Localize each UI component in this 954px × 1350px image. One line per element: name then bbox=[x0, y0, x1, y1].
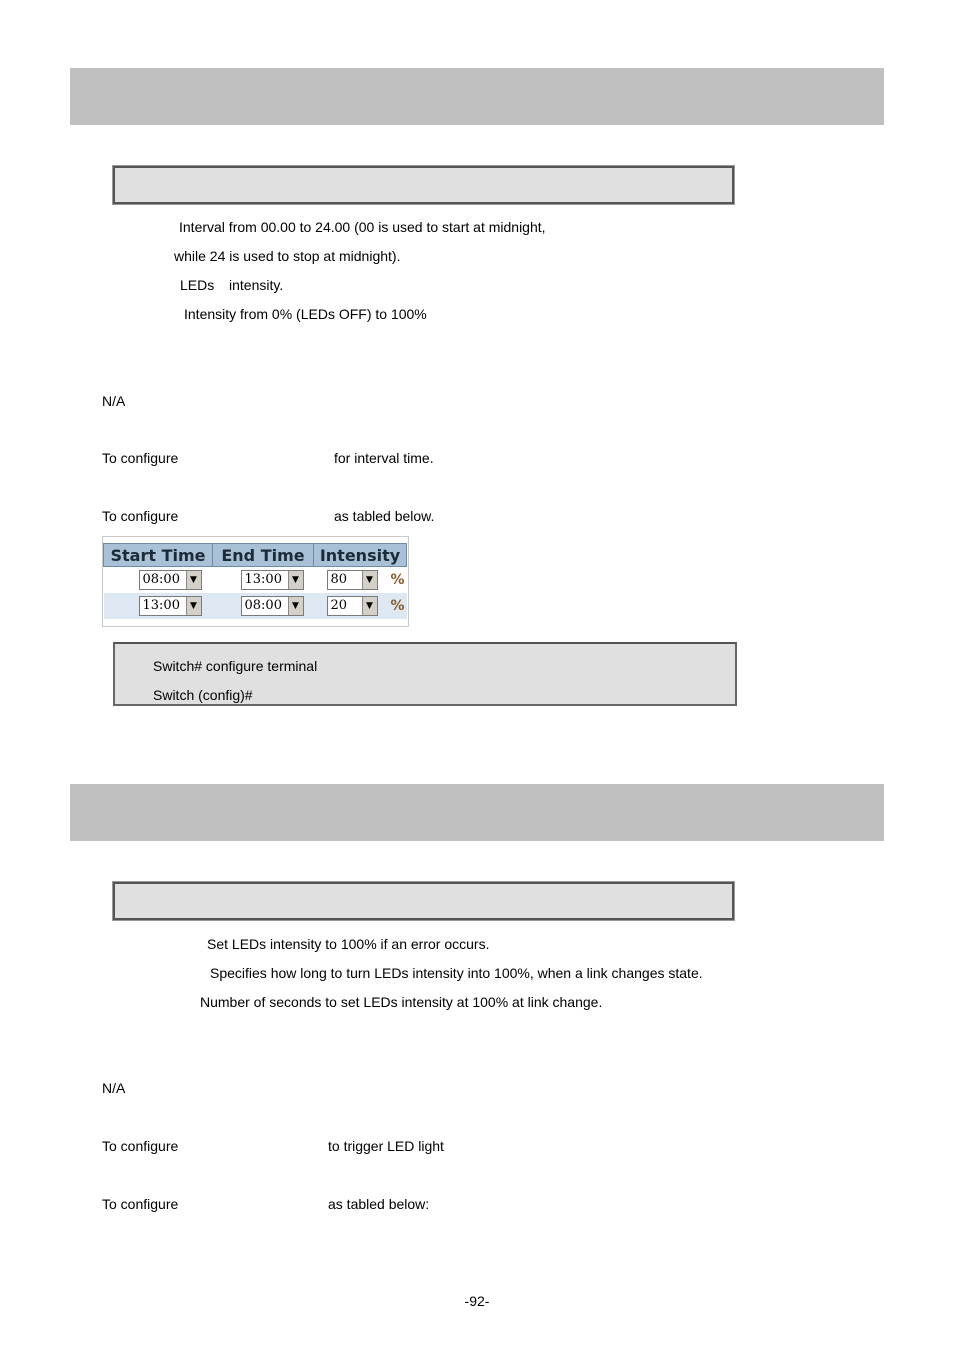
section-header-band bbox=[70, 68, 884, 125]
percent-label: % bbox=[390, 598, 405, 614]
column-header-end-time: End Time bbox=[213, 544, 314, 567]
param-line: LEDs bbox=[180, 277, 215, 293]
led-intensity-screenshot bbox=[102, 536, 409, 627]
section-header-band bbox=[70, 784, 884, 841]
param-line: Set LEDs intensity to 100% if an error occurs. bbox=[207, 936, 490, 952]
percent-label: % bbox=[390, 572, 405, 588]
chevron-down-icon: ▼ bbox=[186, 597, 201, 615]
default-value: N/A bbox=[102, 393, 126, 409]
example-box bbox=[113, 642, 737, 706]
chevron-down-icon: ▼ bbox=[362, 597, 377, 615]
chevron-down-icon: ▼ bbox=[288, 571, 303, 589]
end-time-select[interactable]: 13:00 ▼ bbox=[241, 570, 304, 590]
param-line: Intensity from 0% (LEDs OFF) to 100% bbox=[184, 306, 427, 322]
usage-text: To configure bbox=[102, 450, 179, 466]
usage-text: to trigger LED light bbox=[328, 1138, 444, 1154]
start-time-select[interactable]: 13:00 ▼ bbox=[139, 596, 202, 616]
start-time-select[interactable]: 08:00 ▼ bbox=[139, 570, 202, 590]
default-value: N/A bbox=[102, 1080, 126, 1096]
usage-text: as tabled below: bbox=[328, 1196, 430, 1212]
param-line: intensity. bbox=[229, 277, 284, 293]
usage-text: To configure bbox=[102, 1196, 179, 1212]
param-line: Number of seconds to set LEDs intensity at 100% at link change. bbox=[200, 994, 603, 1010]
intensity-select[interactable]: 80 ▼ bbox=[327, 570, 378, 590]
column-header-start-time: Start Time bbox=[104, 544, 213, 567]
table-row bbox=[104, 593, 407, 619]
usage-text: To configure bbox=[102, 1138, 179, 1154]
usage-text: for interval time. bbox=[334, 450, 434, 466]
column-header-intensity: Intensity bbox=[314, 544, 407, 567]
table-row bbox=[104, 567, 407, 594]
chevron-down-icon: ▼ bbox=[362, 571, 377, 589]
syntax-box bbox=[113, 166, 734, 204]
chevron-down-icon: ▼ bbox=[186, 571, 201, 589]
end-time-select[interactable]: 08:00 ▼ bbox=[241, 596, 304, 616]
example-line: Switch (config)# bbox=[153, 687, 253, 703]
syntax-box bbox=[113, 882, 734, 920]
param-line: Interval from 00.00 to 24.00 (00 is used to start at midnight, bbox=[179, 219, 546, 235]
example-line: Switch# configure terminal bbox=[153, 658, 318, 674]
led-intensity-table bbox=[103, 543, 407, 619]
param-line: while 24 is used to stop at midnight). bbox=[174, 248, 401, 264]
usage-text: To configure bbox=[102, 508, 179, 524]
chevron-down-icon: ▼ bbox=[288, 597, 303, 615]
intensity-select[interactable]: 20 ▼ bbox=[327, 596, 378, 616]
usage-text: as tabled below. bbox=[334, 508, 435, 524]
param-line: Specifies how long to turn LEDs intensity into 100%, when a link changes state. bbox=[210, 965, 703, 981]
page-number: -92- bbox=[464, 1293, 490, 1309]
